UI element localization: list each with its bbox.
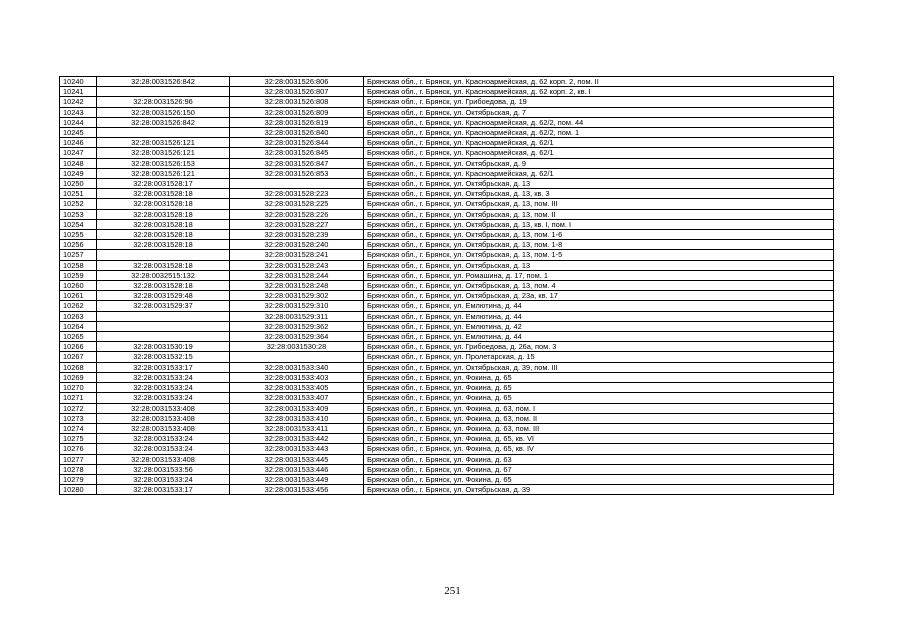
cadastral-number-cell bbox=[97, 311, 230, 321]
address-cell: Брянская обл., г. Брянск, ул. Октябрьская, д. 13, кв. I, пом. I bbox=[364, 219, 834, 229]
table-row bbox=[60, 230, 834, 240]
cadastral-number-cell: 32:28:0031533:408 bbox=[97, 413, 230, 423]
cadastral-number-cell: 32:28:0031528:18 bbox=[97, 199, 230, 209]
table-row bbox=[60, 403, 834, 413]
table-row bbox=[60, 77, 834, 87]
cadastral-number-cell: 32:28:0031526:150 bbox=[97, 107, 230, 117]
table-row bbox=[60, 485, 834, 495]
object-cadastral-number-cell: 32:28:0031533:445 bbox=[230, 454, 364, 464]
address-cell: Брянская обл., г. Брянск, ул. Октябрьская, д. 13, кв. 3 bbox=[364, 189, 834, 199]
address-cell: Брянская обл., г. Брянск, ул. Пролетарская, д. 15 bbox=[364, 352, 834, 362]
row-number-cell: 10267 bbox=[60, 352, 97, 362]
object-cadastral-number-cell bbox=[230, 179, 364, 189]
cadastral-number-cell: 32:28:0031533:24 bbox=[97, 444, 230, 454]
table-row bbox=[60, 199, 834, 209]
cadastral-number-cell: 32:28:0031526:842 bbox=[97, 77, 230, 87]
row-number-cell: 10273 bbox=[60, 413, 97, 423]
object-cadastral-number-cell: 32:28:0031526:809 bbox=[230, 107, 364, 117]
cadastral-number-cell: 32:28:0031526:121 bbox=[97, 148, 230, 158]
address-cell: Брянская обл., г. Брянск, ул. Фокина, д. 65 bbox=[364, 372, 834, 382]
table-row bbox=[60, 311, 834, 321]
object-cadastral-number-cell: 32:28:0031533:410 bbox=[230, 413, 364, 423]
row-number-cell: 10269 bbox=[60, 372, 97, 382]
address-cell: Брянская обл., г. Брянск, ул. Фокина, д. 65 bbox=[364, 474, 834, 484]
cadastral-number-cell: 32:28:0031528:18 bbox=[97, 219, 230, 229]
object-cadastral-number-cell: 32:28:0031526:853 bbox=[230, 168, 364, 178]
cadastral-number-cell: 32:28:0031533:17 bbox=[97, 362, 230, 372]
address-cell: Брянская обл., г. Брянск, ул. Красноармейская, д. 62/2, пом. 1 bbox=[364, 128, 834, 138]
object-cadastral-number-cell: 32:28:0031528:240 bbox=[230, 240, 364, 250]
cadastral-number-cell: 32:28:0031533:24 bbox=[97, 372, 230, 382]
row-number-cell: 10255 bbox=[60, 230, 97, 240]
cadastral-number-cell: 32:28:0031530:19 bbox=[97, 342, 230, 352]
cadastral-table bbox=[59, 76, 834, 495]
object-cadastral-number-cell: 32:28:0031533:443 bbox=[230, 444, 364, 454]
row-number-cell: 10265 bbox=[60, 332, 97, 342]
cadastral-number-cell: 32:28:0031533:24 bbox=[97, 434, 230, 444]
row-number-cell: 10270 bbox=[60, 383, 97, 393]
row-number-cell: 10250 bbox=[60, 179, 97, 189]
table-row bbox=[60, 87, 834, 97]
row-number-cell: 10248 bbox=[60, 158, 97, 168]
table-row bbox=[60, 97, 834, 107]
cadastral-number-cell: 32:28:0031528:17 bbox=[97, 179, 230, 189]
address-cell: Брянская обл., г. Брянск, ул. Красноармейская, д. 62/1 bbox=[364, 138, 834, 148]
table-row bbox=[60, 270, 834, 280]
table-row bbox=[60, 342, 834, 352]
cadastral-number-cell: 32:28:0031533:24 bbox=[97, 393, 230, 403]
address-cell: Брянская обл., г. Брянск, ул. Фокина, д. 65, кв. VI bbox=[364, 434, 834, 444]
object-cadastral-number-cell: 32:28:0031533:407 bbox=[230, 393, 364, 403]
cadastral-number-cell: 32:28:0031529:37 bbox=[97, 301, 230, 311]
address-cell: Брянская обл., г. Брянск, ул. Октябрьская, д. 7 bbox=[364, 107, 834, 117]
cadastral-number-cell: 32:28:0031532:15 bbox=[97, 352, 230, 362]
cadastral-number-cell bbox=[97, 321, 230, 331]
table-row bbox=[60, 454, 834, 464]
table-row bbox=[60, 148, 834, 158]
cadastral-number-cell bbox=[97, 250, 230, 260]
object-cadastral-number-cell: 32:28:0031526:840 bbox=[230, 128, 364, 138]
cadastral-number-cell bbox=[97, 332, 230, 342]
object-cadastral-number-cell: 32:28:0031533:446 bbox=[230, 464, 364, 474]
object-cadastral-number-cell: 32:28:0031528:223 bbox=[230, 189, 364, 199]
row-number-cell: 10279 bbox=[60, 474, 97, 484]
object-cadastral-number-cell: 32:28:0031533:442 bbox=[230, 434, 364, 444]
row-number-cell: 10277 bbox=[60, 454, 97, 464]
table-row bbox=[60, 423, 834, 433]
address-cell: Брянская обл., г. Брянск, ул. Емлютина, д. 44 bbox=[364, 311, 834, 321]
table-row bbox=[60, 168, 834, 178]
address-cell: Брянская обл., г. Брянск, ул. Октябрьская, д. 13, пом. II bbox=[364, 209, 834, 219]
object-cadastral-number-cell bbox=[230, 352, 364, 362]
object-cadastral-number-cell: 32:28:0031530:28 bbox=[230, 342, 364, 352]
address-cell: Брянская обл., г. Брянск, ул. Фокина, д. 65 bbox=[364, 383, 834, 393]
object-cadastral-number-cell: 32:28:0031528:248 bbox=[230, 281, 364, 291]
table-row bbox=[60, 179, 834, 189]
address-cell: Брянская обл., г. Брянск, ул. Октябрьская, д. 13, пом. 1-6 bbox=[364, 230, 834, 240]
table-row bbox=[60, 321, 834, 331]
table-row bbox=[60, 393, 834, 403]
object-cadastral-number-cell: 32:28:0031529:311 bbox=[230, 311, 364, 321]
object-cadastral-number-cell: 32:28:0031528:241 bbox=[230, 250, 364, 260]
address-cell: Брянская обл., г. Брянск, ул. Фокина, д. 63 bbox=[364, 454, 834, 464]
address-cell: Брянская обл., г. Брянск, ул. Октябрьская, д. 13, пом. 4 bbox=[364, 281, 834, 291]
address-cell: Брянская обл., г. Брянск, ул. Емлютина, д. 44 bbox=[364, 301, 834, 311]
table-body bbox=[60, 77, 834, 495]
object-cadastral-number-cell: 32:28:0031533:449 bbox=[230, 474, 364, 484]
row-number-cell: 10278 bbox=[60, 464, 97, 474]
object-cadastral-number-cell: 32:28:0031529:362 bbox=[230, 321, 364, 331]
address-cell: Брянская обл., г. Брянск, ул. Октябрьская, д. 13 bbox=[364, 260, 834, 270]
object-cadastral-number-cell: 32:28:0031526:844 bbox=[230, 138, 364, 148]
table-row bbox=[60, 464, 834, 474]
table-row bbox=[60, 107, 834, 117]
cadastral-number-cell: 32:28:0031528:18 bbox=[97, 281, 230, 291]
row-number-cell: 10276 bbox=[60, 444, 97, 454]
object-cadastral-number-cell: 32:28:0031526:847 bbox=[230, 158, 364, 168]
table-row bbox=[60, 362, 834, 372]
row-number-cell: 10243 bbox=[60, 107, 97, 117]
cadastral-number-cell: 32:28:0031529:48 bbox=[97, 291, 230, 301]
object-cadastral-number-cell: 32:28:0031528:226 bbox=[230, 209, 364, 219]
address-cell: Брянская обл., г. Брянск, ул. Фокина, д. 63, пом. II bbox=[364, 413, 834, 423]
address-cell: Брянская обл., г. Брянск, ул. Красноармейская, д. 62 корп. 2, пом. II bbox=[364, 77, 834, 87]
row-number-cell: 10246 bbox=[60, 138, 97, 148]
object-cadastral-number-cell: 32:28:0031526:806 bbox=[230, 77, 364, 87]
address-cell: Брянская обл., г. Брянск, ул. Фокина, д. 65 bbox=[364, 393, 834, 403]
table-row bbox=[60, 372, 834, 382]
cadastral-number-cell: 32:28:0031533:24 bbox=[97, 474, 230, 484]
row-number-cell: 10241 bbox=[60, 87, 97, 97]
row-number-cell: 10264 bbox=[60, 321, 97, 331]
row-number-cell: 10275 bbox=[60, 434, 97, 444]
table-row bbox=[60, 209, 834, 219]
cadastral-number-cell: 32:28:0031533:408 bbox=[97, 403, 230, 413]
row-number-cell: 10245 bbox=[60, 128, 97, 138]
table-row bbox=[60, 352, 834, 362]
row-number-cell: 10260 bbox=[60, 281, 97, 291]
row-number-cell: 10263 bbox=[60, 311, 97, 321]
address-cell: Брянская обл., г. Брянск, ул. Октябрьская, д. 9 bbox=[364, 158, 834, 168]
table-row bbox=[60, 189, 834, 199]
address-cell: Брянская обл., г. Брянск, ул. Красноармейская, д. 62/1 bbox=[364, 148, 834, 158]
object-cadastral-number-cell: 32:28:0031533:403 bbox=[230, 372, 364, 382]
row-number-cell: 10261 bbox=[60, 291, 97, 301]
row-number-cell: 10256 bbox=[60, 240, 97, 250]
cadastral-number-cell: 32:28:0031526:121 bbox=[97, 168, 230, 178]
address-cell: Брянская обл., г. Брянск, ул. Красноармейская, д. 62/2, пом. 44 bbox=[364, 117, 834, 127]
row-number-cell: 10280 bbox=[60, 485, 97, 495]
row-number-cell: 10259 bbox=[60, 270, 97, 280]
table-row bbox=[60, 301, 834, 311]
address-cell: Брянская обл., г. Брянск, ул. Грибоедова, д. 19 bbox=[364, 97, 834, 107]
row-number-cell: 10262 bbox=[60, 301, 97, 311]
address-cell: Брянская обл., г. Брянск, ул. Фокина, д. 63, пом. I bbox=[364, 403, 834, 413]
row-number-cell: 10271 bbox=[60, 393, 97, 403]
table-row bbox=[60, 219, 834, 229]
row-number-cell: 10249 bbox=[60, 168, 97, 178]
page-number: 251 bbox=[444, 585, 461, 597]
row-number-cell: 10247 bbox=[60, 148, 97, 158]
cadastral-number-cell: 32:28:0031528:18 bbox=[97, 189, 230, 199]
row-number-cell: 10274 bbox=[60, 423, 97, 433]
object-cadastral-number-cell: 32:28:0031529:310 bbox=[230, 301, 364, 311]
object-cadastral-number-cell: 32:28:0031533:456 bbox=[230, 485, 364, 495]
cadastral-number-cell: 32:28:0031528:18 bbox=[97, 209, 230, 219]
object-cadastral-number-cell: 32:28:0031529:364 bbox=[230, 332, 364, 342]
address-cell: Брянская обл., г. Брянск, ул. Октябрьская, д. 13 bbox=[364, 179, 834, 189]
cadastral-number-cell: 32:28:0031533:24 bbox=[97, 383, 230, 393]
object-cadastral-number-cell: 32:28:0031528:227 bbox=[230, 219, 364, 229]
table-row bbox=[60, 240, 834, 250]
row-number-cell: 10258 bbox=[60, 260, 97, 270]
table-row bbox=[60, 158, 834, 168]
table-row bbox=[60, 474, 834, 484]
address-cell: Брянская обл., г. Брянск, ул. Октябрьская, д. 13, пом. III bbox=[364, 199, 834, 209]
table-row bbox=[60, 413, 834, 423]
cadastral-number-cell: 32:28:0031526:96 bbox=[97, 97, 230, 107]
address-cell: Брянская обл., г. Брянск, ул. Красноармейская, д. 62/1 bbox=[364, 168, 834, 178]
cadastral-number-cell bbox=[97, 87, 230, 97]
row-number-cell: 10252 bbox=[60, 199, 97, 209]
address-cell: Брянская обл., г. Брянск, ул. Фокина, д. 67 bbox=[364, 464, 834, 474]
cadastral-number-cell: 32:28:0031528:18 bbox=[97, 260, 230, 270]
object-cadastral-number-cell: 32:28:0031528:243 bbox=[230, 260, 364, 270]
cadastral-number-cell: 32:28:0031533:408 bbox=[97, 423, 230, 433]
row-number-cell: 10254 bbox=[60, 219, 97, 229]
table-row bbox=[60, 444, 834, 454]
address-cell: Брянская обл., г. Брянск, ул. Октябрьская, д. 23а, кв. 17 bbox=[364, 291, 834, 301]
address-cell: Брянская обл., г. Брянск, ул. Октябрьская, д. 39, пом. III bbox=[364, 362, 834, 372]
object-cadastral-number-cell: 32:28:0031526:808 bbox=[230, 97, 364, 107]
object-cadastral-number-cell: 32:28:0031529:302 bbox=[230, 291, 364, 301]
cadastral-number-cell: 32:28:0032515:132 bbox=[97, 270, 230, 280]
address-cell: Брянская обл., г. Брянск, ул. Емлютина, д. 42 bbox=[364, 321, 834, 331]
address-cell: Брянская обл., г. Брянск, ул. Октябрьская, д. 39 bbox=[364, 485, 834, 495]
table-row bbox=[60, 383, 834, 393]
row-number-cell: 10268 bbox=[60, 362, 97, 372]
address-cell: Брянская обл., г. Брянск, ул. Фокина, д. 65, кв. IV bbox=[364, 444, 834, 454]
object-cadastral-number-cell: 32:28:0031526:807 bbox=[230, 87, 364, 97]
object-cadastral-number-cell: 32:28:0031533:409 bbox=[230, 403, 364, 413]
row-number-cell: 10266 bbox=[60, 342, 97, 352]
table-row bbox=[60, 291, 834, 301]
address-cell: Брянская обл., г. Брянск, ул. Красноармейская, д. 62 корп. 2, кв. I bbox=[364, 87, 834, 97]
table-row bbox=[60, 281, 834, 291]
address-cell: Брянская обл., г. Брянск, ул. Октябрьская, д. 13, пом. 1-8 bbox=[364, 240, 834, 250]
table-row bbox=[60, 434, 834, 444]
row-number-cell: 10257 bbox=[60, 250, 97, 260]
object-cadastral-number-cell: 32:28:0031526:845 bbox=[230, 148, 364, 158]
cadastral-number-cell: 32:28:0031533:56 bbox=[97, 464, 230, 474]
object-cadastral-number-cell: 32:28:0031528:244 bbox=[230, 270, 364, 280]
row-number-cell: 10251 bbox=[60, 189, 97, 199]
object-cadastral-number-cell: 32:28:0031526:819 bbox=[230, 117, 364, 127]
table-row bbox=[60, 128, 834, 138]
row-number-cell: 10240 bbox=[60, 77, 97, 87]
address-cell: Брянская обл., г. Брянск, ул. Грибоедова, д. 26а, пом. 3 bbox=[364, 342, 834, 352]
object-cadastral-number-cell: 32:28:0031533:411 bbox=[230, 423, 364, 433]
table-row bbox=[60, 250, 834, 260]
row-number-cell: 10242 bbox=[60, 97, 97, 107]
table-row bbox=[60, 138, 834, 148]
cadastral-number-cell: 32:28:0031526:121 bbox=[97, 138, 230, 148]
object-cadastral-number-cell: 32:28:0031533:340 bbox=[230, 362, 364, 372]
row-number-cell: 10244 bbox=[60, 117, 97, 127]
cadastral-number-cell: 32:28:0031533:408 bbox=[97, 454, 230, 464]
object-cadastral-number-cell: 32:28:0031533:405 bbox=[230, 383, 364, 393]
address-cell: Брянская обл., г. Брянск, ул. Ромашина, д. 17, пом. 1 bbox=[364, 270, 834, 280]
address-cell: Брянская обл., г. Брянск, ул. Октябрьская, д. 13, пом. 1-5 bbox=[364, 250, 834, 260]
cadastral-number-cell: 32:28:0031526:842 bbox=[97, 117, 230, 127]
row-number-cell: 10253 bbox=[60, 209, 97, 219]
row-number-cell: 10272 bbox=[60, 403, 97, 413]
address-cell: Брянская обл., г. Брянск, ул. Емлютина, д. 44 bbox=[364, 332, 834, 342]
cadastral-number-cell: 32:28:0031528:18 bbox=[97, 240, 230, 250]
cadastral-number-cell bbox=[97, 128, 230, 138]
address-cell: Брянская обл., г. Брянск, ул. Фокина, д. 63, пом. III bbox=[364, 423, 834, 433]
table-row bbox=[60, 332, 834, 342]
cadastral-number-cell: 32:28:0031533:17 bbox=[97, 485, 230, 495]
table-row bbox=[60, 117, 834, 127]
object-cadastral-number-cell: 32:28:0031528:225 bbox=[230, 199, 364, 209]
object-cadastral-number-cell: 32:28:0031528:239 bbox=[230, 230, 364, 240]
cadastral-number-cell: 32:28:0031526:153 bbox=[97, 158, 230, 168]
cadastral-number-cell: 32:28:0031528:18 bbox=[97, 230, 230, 240]
table-row bbox=[60, 260, 834, 270]
